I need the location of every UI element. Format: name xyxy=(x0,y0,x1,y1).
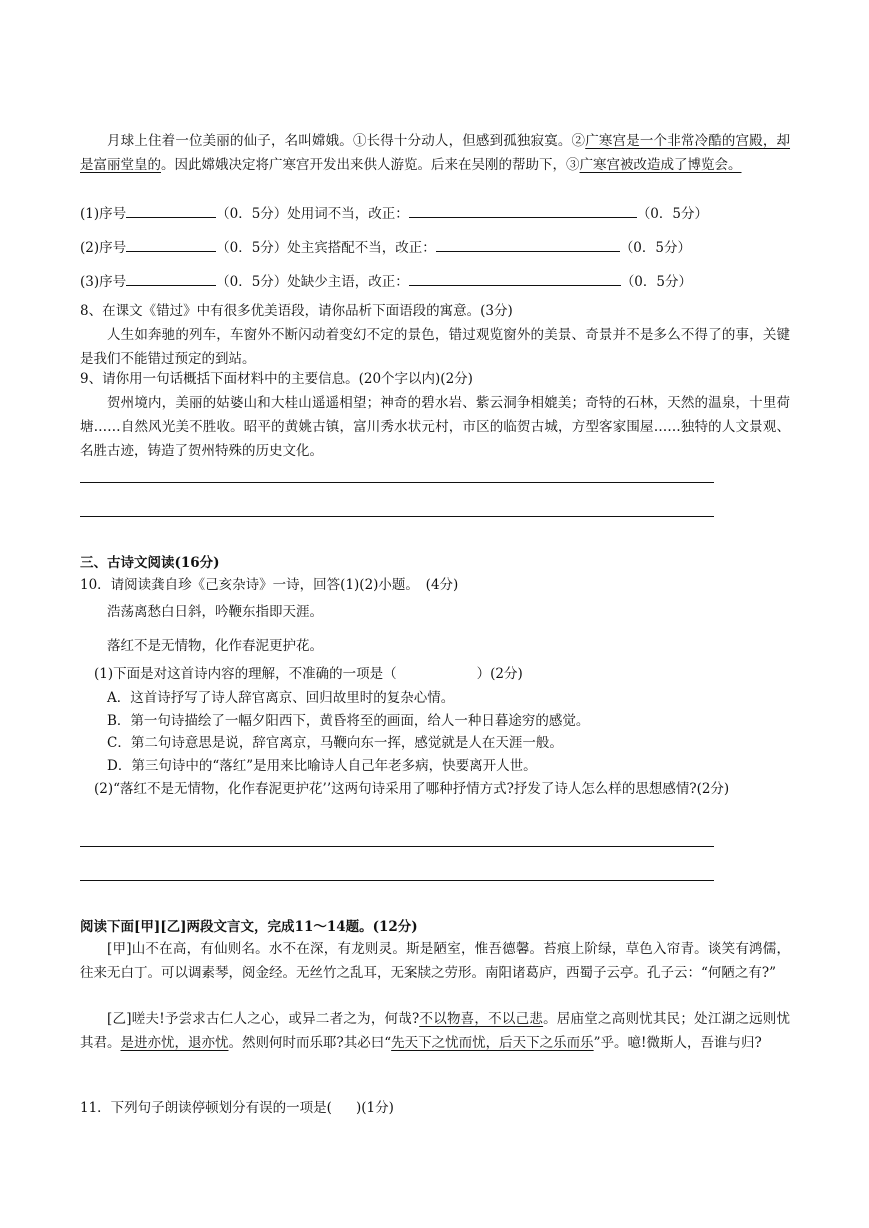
q9-passage: 贺州境内，美丽的姑婆山和大桂山遥遥相望；神奇的碧水岩、紫云洞争相媲美；奇特的石林，天然的温泉，十里荷塘……自然风光美不胜收。昭平的黄姚古镇，富川秀水状元村，市区的临贺古城，方型客家围屋……独特的人文景观、名胜古迹，铸造了贺州特殊的历史文化。 xyxy=(80,395,790,459)
q7-item-prefix: (3)序号 xyxy=(80,274,127,290)
q7-underlined-2: 广寒宫是一个非常冷酷的宫殿，却是富丽堂皇的 xyxy=(80,133,791,173)
answer-line[interactable] xyxy=(80,880,714,881)
q7-item-2 xyxy=(80,237,691,258)
q7-item-suffix: （0．5分） xyxy=(620,274,692,290)
q7-item-mid: （0．5分）处用词不当，改正： xyxy=(216,206,409,222)
answer-blank[interactable] xyxy=(409,271,621,286)
q7-item-1 xyxy=(80,203,708,224)
passage-yi xyxy=(80,1007,790,1055)
q7-item-prefix: (2)序号 xyxy=(80,240,127,256)
passage-yi-text: 。然则何时而乐耶?其必曰“ xyxy=(228,1035,392,1051)
section-title: 三、古诗文阅读(16分) xyxy=(80,555,220,571)
q10-stem: 10．请阅读龚自珍《己亥杂诗》一诗，回答(1)(2)小题。 (4分) xyxy=(80,577,459,593)
answer-blank[interactable] xyxy=(126,271,216,286)
q11-stem xyxy=(80,1098,394,1118)
q8-stem: 8、在课文《错过》中有很多优美语段，请你品析下面语段的寓意。(3分) xyxy=(80,303,513,319)
option-a: A．这首诗抒写了诗人辞官离京、回归故里时的复杂心情。 xyxy=(107,690,455,706)
q10-sub1-score: ）(2分) xyxy=(476,666,523,682)
passage-yi-text: 。居庙堂之高则忧其民；处江湖之远则忧其君。 xyxy=(80,1011,791,1051)
answer-blank[interactable] xyxy=(409,203,637,218)
reading-intro: 阅读下面[甲][乙]两段文言文，完成11～14题。(12分) xyxy=(80,919,418,935)
q11-stem-text: 11．下列句子朗读停顿划分有误的一项是( xyxy=(80,1100,332,1116)
answer-blank[interactable] xyxy=(126,203,216,218)
q9-stem: 9、请你用一句话概括下面材料中的主要信息。(20个字以内)(2分) xyxy=(80,371,473,387)
answer-line[interactable] xyxy=(80,482,714,483)
passage-yi-underlined: 是进亦忧，退亦忧 xyxy=(120,1035,229,1051)
option-b: B．第一句诗描绘了一幅夕阳西下，黄昏将至的画面，给人一种日暮途穷的感觉。 xyxy=(107,713,590,729)
answer-line[interactable] xyxy=(80,846,714,847)
passage-yi-underlined: 不以物喜，不以己悲 xyxy=(419,1011,544,1027)
q7-passage xyxy=(80,129,790,177)
passage-yi-text: ”乎。噫!微斯人，吾谁与归? xyxy=(593,1035,762,1051)
q7-item-mid: （0．5分）处主宾搭配不当，改正： xyxy=(216,240,436,256)
poem-line-2: 落红不是无情物，化作春泥更护花。 xyxy=(107,638,323,654)
q8-passage: 人生如奔驰的列车，车窗外不断闪动着变幻不定的景色，错过观览窗外的美景、奇景并不是多么不得了的事，关键是我们不能错过预定的到站。 xyxy=(80,327,790,367)
q7-underlined-3: 广寒宫被改造成了博览会。 xyxy=(579,157,742,173)
q7-item-suffix: （0．5分） xyxy=(636,206,708,222)
passage-yi-underlined: 先天下之忧而忧，后天下之乐而乐 xyxy=(391,1035,594,1051)
q7-item-prefix: (1)序号 xyxy=(80,206,127,222)
passage-jia: [甲]山不在高，有仙则名。水不在深，有龙则灵。斯是陋室，惟吾德馨。苔痕上阶绿，草色入帘青。谈笑有鸿儒，往来无白丁。可以调素琴，阅金经。无丝竹之乱耳，无案牍之劳形。南阳诸葛庐，西蜀子云亭。孔子云：“何陋之有?” xyxy=(80,941,790,981)
q7-passage-text-b: 。因此嫦娥决定将广寒宫开发出来供人游览。后来在吴刚的帮助下，③ xyxy=(161,157,580,173)
answer-blank[interactable] xyxy=(436,237,620,252)
option-c: C．第二句诗意思是说，辞官离京，马鞭向东一挥，感觉就是人在天涯一般。 xyxy=(107,735,563,751)
q10-sub1 xyxy=(94,664,523,684)
q7-item-suffix: （0．5分） xyxy=(619,240,691,256)
q10-sub2: (2)“落红不是无情物，化作春泥更护花’’这两句诗采用了哪种抒情方式?抒发了诗人怎么样的思想感情?(2分) xyxy=(94,781,730,797)
poem-line-1: 浩荡离愁白日斜，吟鞭东指即天涯。 xyxy=(107,604,323,620)
answer-blank[interactable] xyxy=(126,237,216,252)
q7-item-mid: （0．5分）处缺少主语，改正： xyxy=(216,274,409,290)
answer-line[interactable] xyxy=(80,516,714,517)
q7-passage-text-a: 月球上住着一位美丽的仙子，名叫嫦娥。①长得十分动人，但感到孤独寂寞。② xyxy=(107,133,586,149)
option-d: D．第三句诗中的“落红”是用来比喻诗人自己年老多病，快要离开人世。 xyxy=(107,758,537,774)
passage-yi-text: [乙]嗟夫!予尝求古仁人之心，或异二者之为，何哉? xyxy=(107,1011,420,1027)
q10-sub1-text: (1)下面是对这首诗内容的理解，不准确的一项是（ xyxy=(94,666,397,682)
q11-score: )(1分) xyxy=(355,1100,394,1116)
q7-item-3 xyxy=(80,271,692,292)
